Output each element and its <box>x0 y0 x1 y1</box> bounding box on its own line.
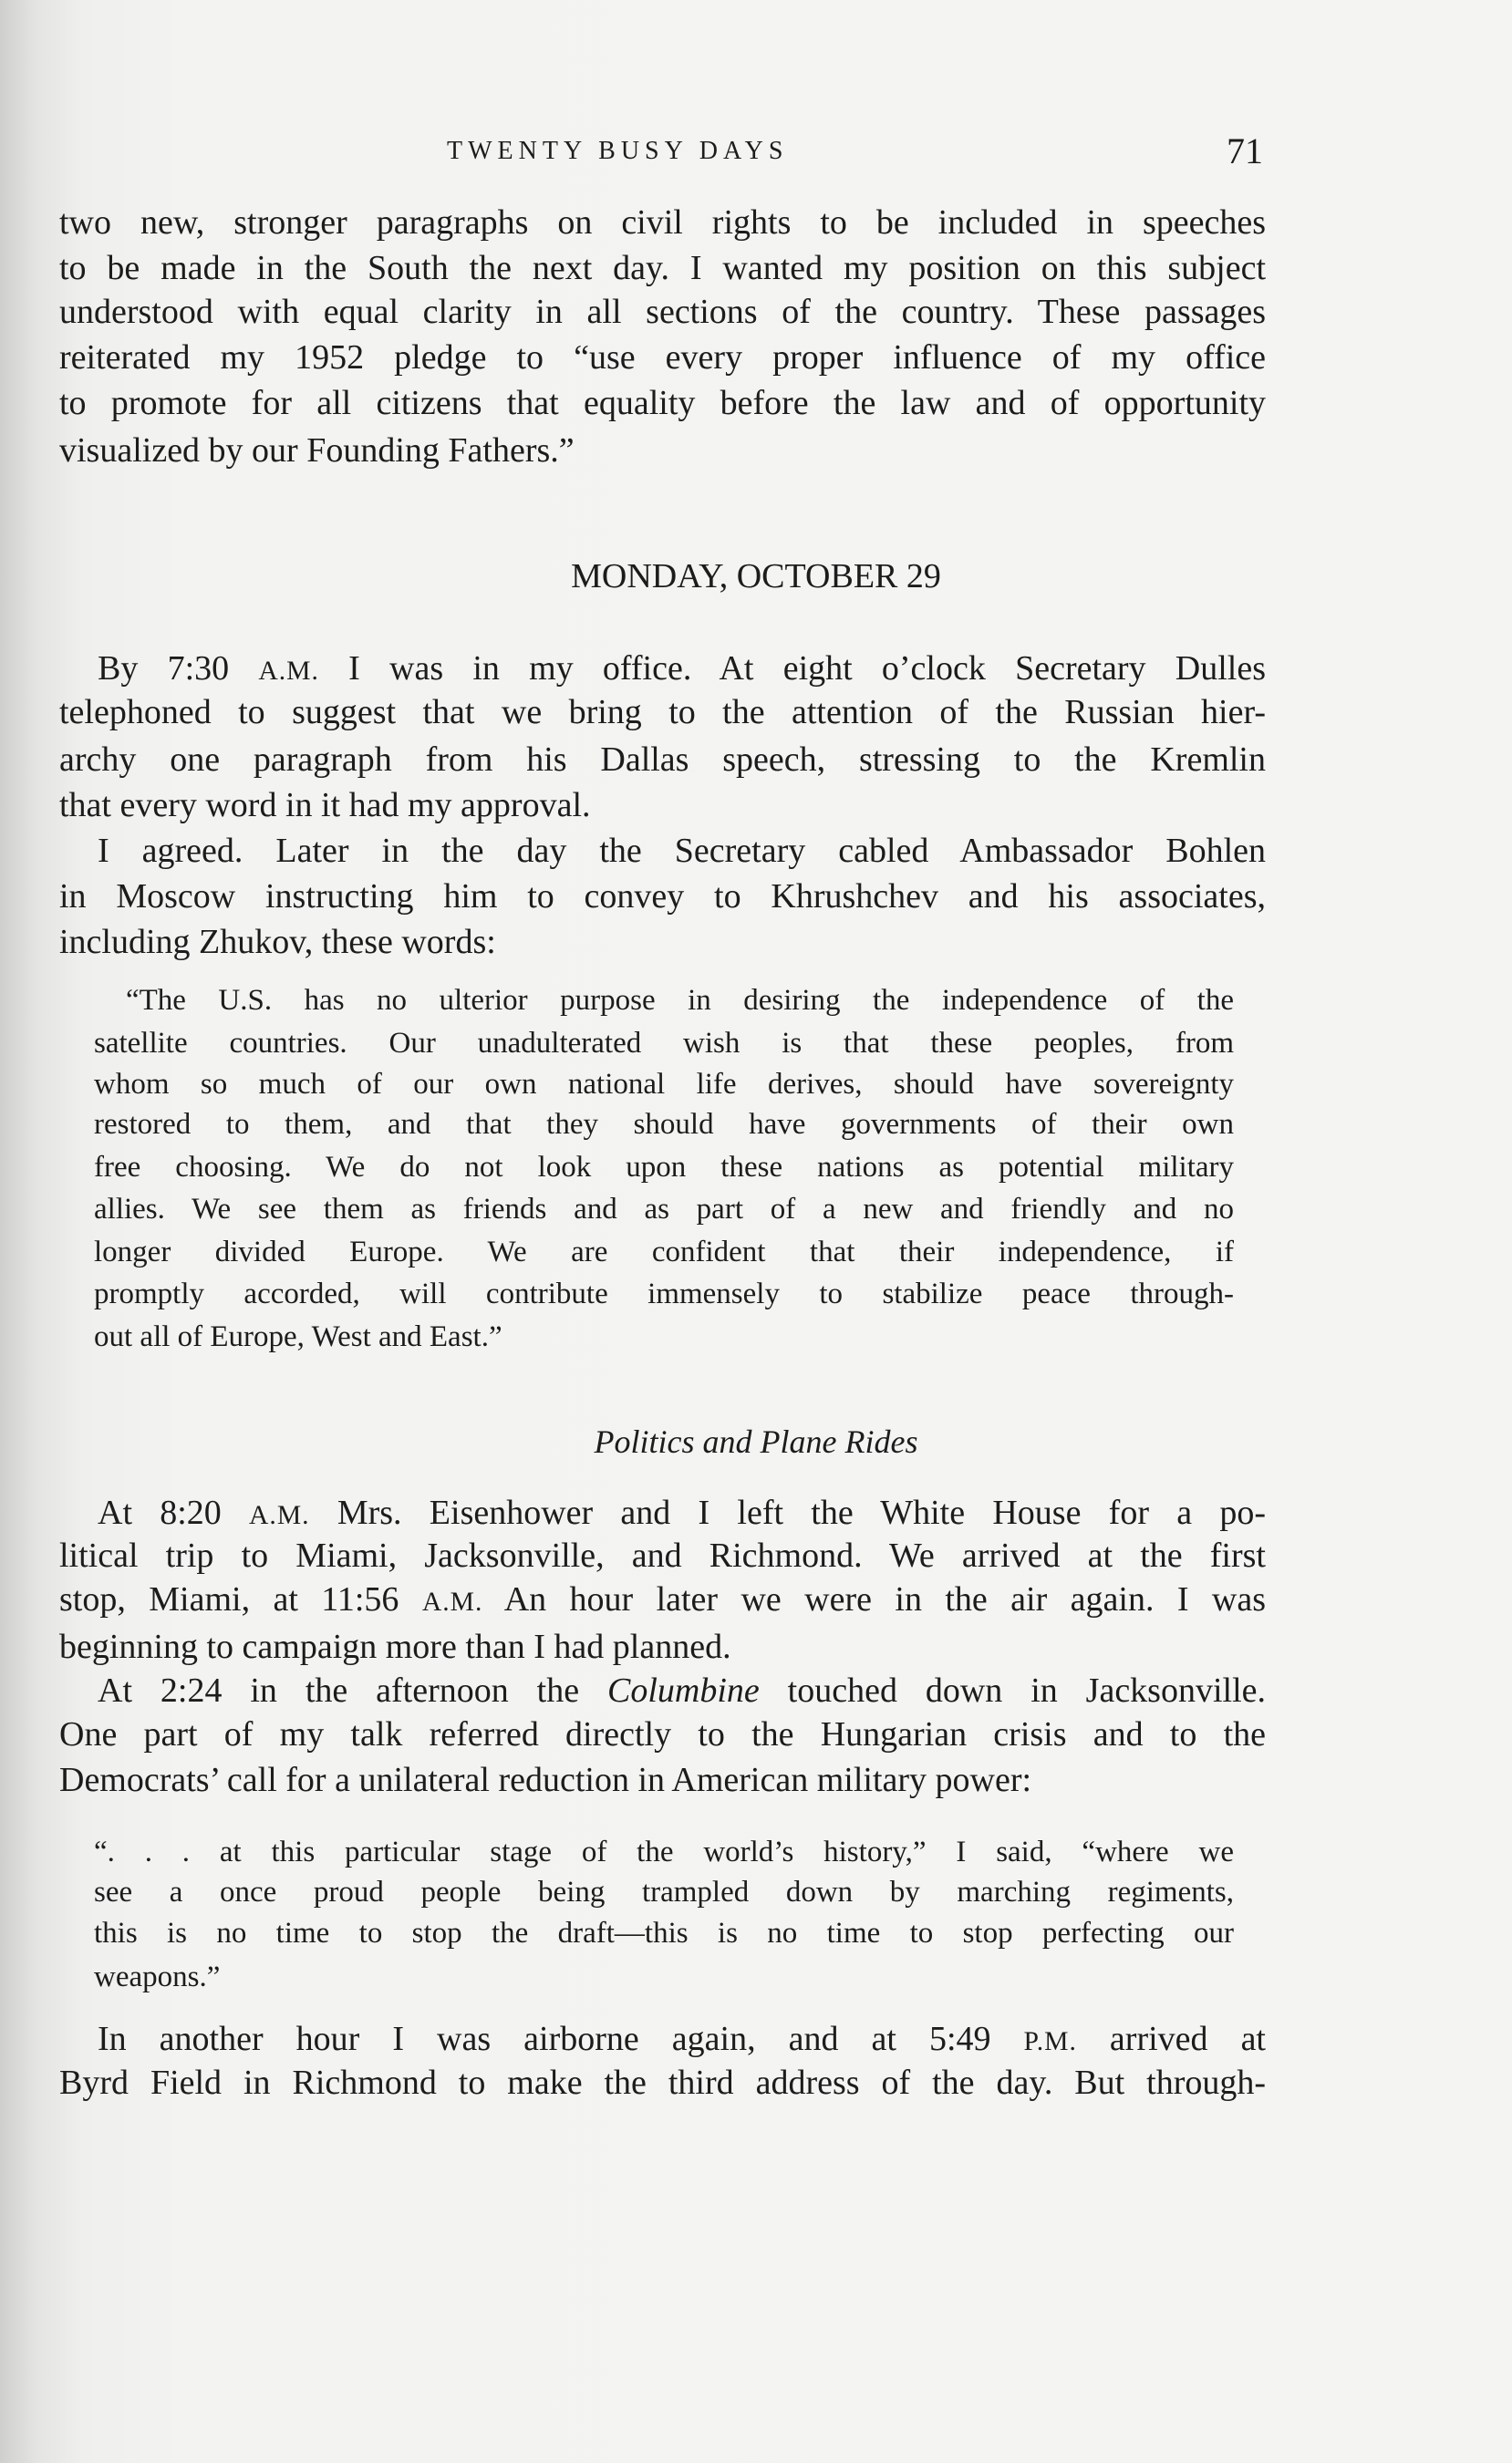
text-line: in Moscow instructing him to convey to Khrushchev and his associates, <box>59 876 1266 916</box>
text-line: promptly accorded, will contribute immensely to stabilize peace through- <box>94 1278 1234 1311</box>
text-line: “The U.S. has no ulterior purpose in desiring the independence of the <box>126 984 1234 1018</box>
text-line: satellite countries. Our unadulterated wish is that these peoples, from <box>94 1026 1234 1060</box>
text-line: free choosing. We do not look upon these nations as potential military <box>94 1150 1234 1184</box>
text-line: to be made in the South the next day. I wanted my position on this subject <box>59 248 1266 287</box>
text-line: In another hour I was airborne again, and at 5:49 P.M. arrived at <box>98 2020 1266 2059</box>
text-line: beginning to campaign more than I had planned. <box>59 1627 731 1666</box>
text-line: including Zhukov, these words: <box>59 922 496 961</box>
page-number: 71 <box>1227 130 1263 171</box>
text-line: to promote for all citizens that equality before the law and of opportunity <box>59 383 1266 422</box>
text-line: visualized by our Founding Fathers.” <box>59 430 575 470</box>
text-line: whom so much of our own national life derives, should have sovereignty <box>94 1067 1234 1101</box>
text-line: litical trip to Miami, Jacksonville, and Richmond. We arrived at the first <box>59 1536 1266 1575</box>
running-title: TWENTY BUSY DAYS <box>447 137 789 165</box>
text-line: see a once proud people being trampled down by marching regiments, <box>94 1876 1234 1909</box>
section-subheading: Politics and Plane Rides <box>594 1423 918 1461</box>
text-line: two new, stronger paragraphs on civil rights to be included in speeches <box>59 202 1266 242</box>
text-line: One part of my talk referred directly to the Hungarian crisis and to the <box>59 1715 1266 1754</box>
text-line: weapons.” <box>94 1961 221 1994</box>
text-line: By 7:30 A.M. I was in my office. At eight o’clock Secretary Dulles <box>98 648 1266 688</box>
text-line: “. . . at this particular stage of the world’s history,” I said, “where we <box>94 1835 1234 1868</box>
text-line: archy one paragraph from his Dallas speech, stressing to the Kremlin <box>59 740 1266 779</box>
section-heading: MONDAY, OCTOBER 29 <box>571 556 941 595</box>
text-line: this is no time to stop the draft—this is no time to stop perfecting our <box>94 1917 1234 1951</box>
text-line: At 2:24 in the afternoon the Columbine touched down in Jacksonville. <box>98 1671 1267 1710</box>
text-line: allies. We see them as friends and as part of a new and friendly and no <box>94 1193 1234 1226</box>
text-line: I agreed. Later in the day the Secretary cabled Ambassador Bohlen <box>98 831 1266 870</box>
text-line: restored to them, and that they should have governments of their own <box>94 1108 1234 1142</box>
text-line: Democrats’ call for a unilateral reduction in American military power: <box>59 1761 1032 1800</box>
text-line: stop, Miami, at 11:56 A.M. An hour later we were in the air again. I was <box>59 1580 1266 1620</box>
text-line: understood with equal clarity in all sections of the country. These passages <box>59 293 1266 331</box>
text-line: reiterated my 1952 pledge to “use every proper influence of my office <box>59 337 1266 377</box>
text-line: out all of Europe, West and East.” <box>94 1319 502 1353</box>
text-line: At 8:20 A.M. Mrs. Eisenhower and I left the White House for a po- <box>98 1494 1266 1533</box>
text-line: telephoned to suggest that we bring to the attention of the Russian hier- <box>59 693 1266 732</box>
text-line: longer divided Europe. We are confident that their independence, if <box>94 1235 1234 1268</box>
text-line: that every word in it had my approval. <box>59 785 591 824</box>
text-line: Byrd Field in Richmond to make the third address of the day. But through- <box>59 2064 1266 2103</box>
